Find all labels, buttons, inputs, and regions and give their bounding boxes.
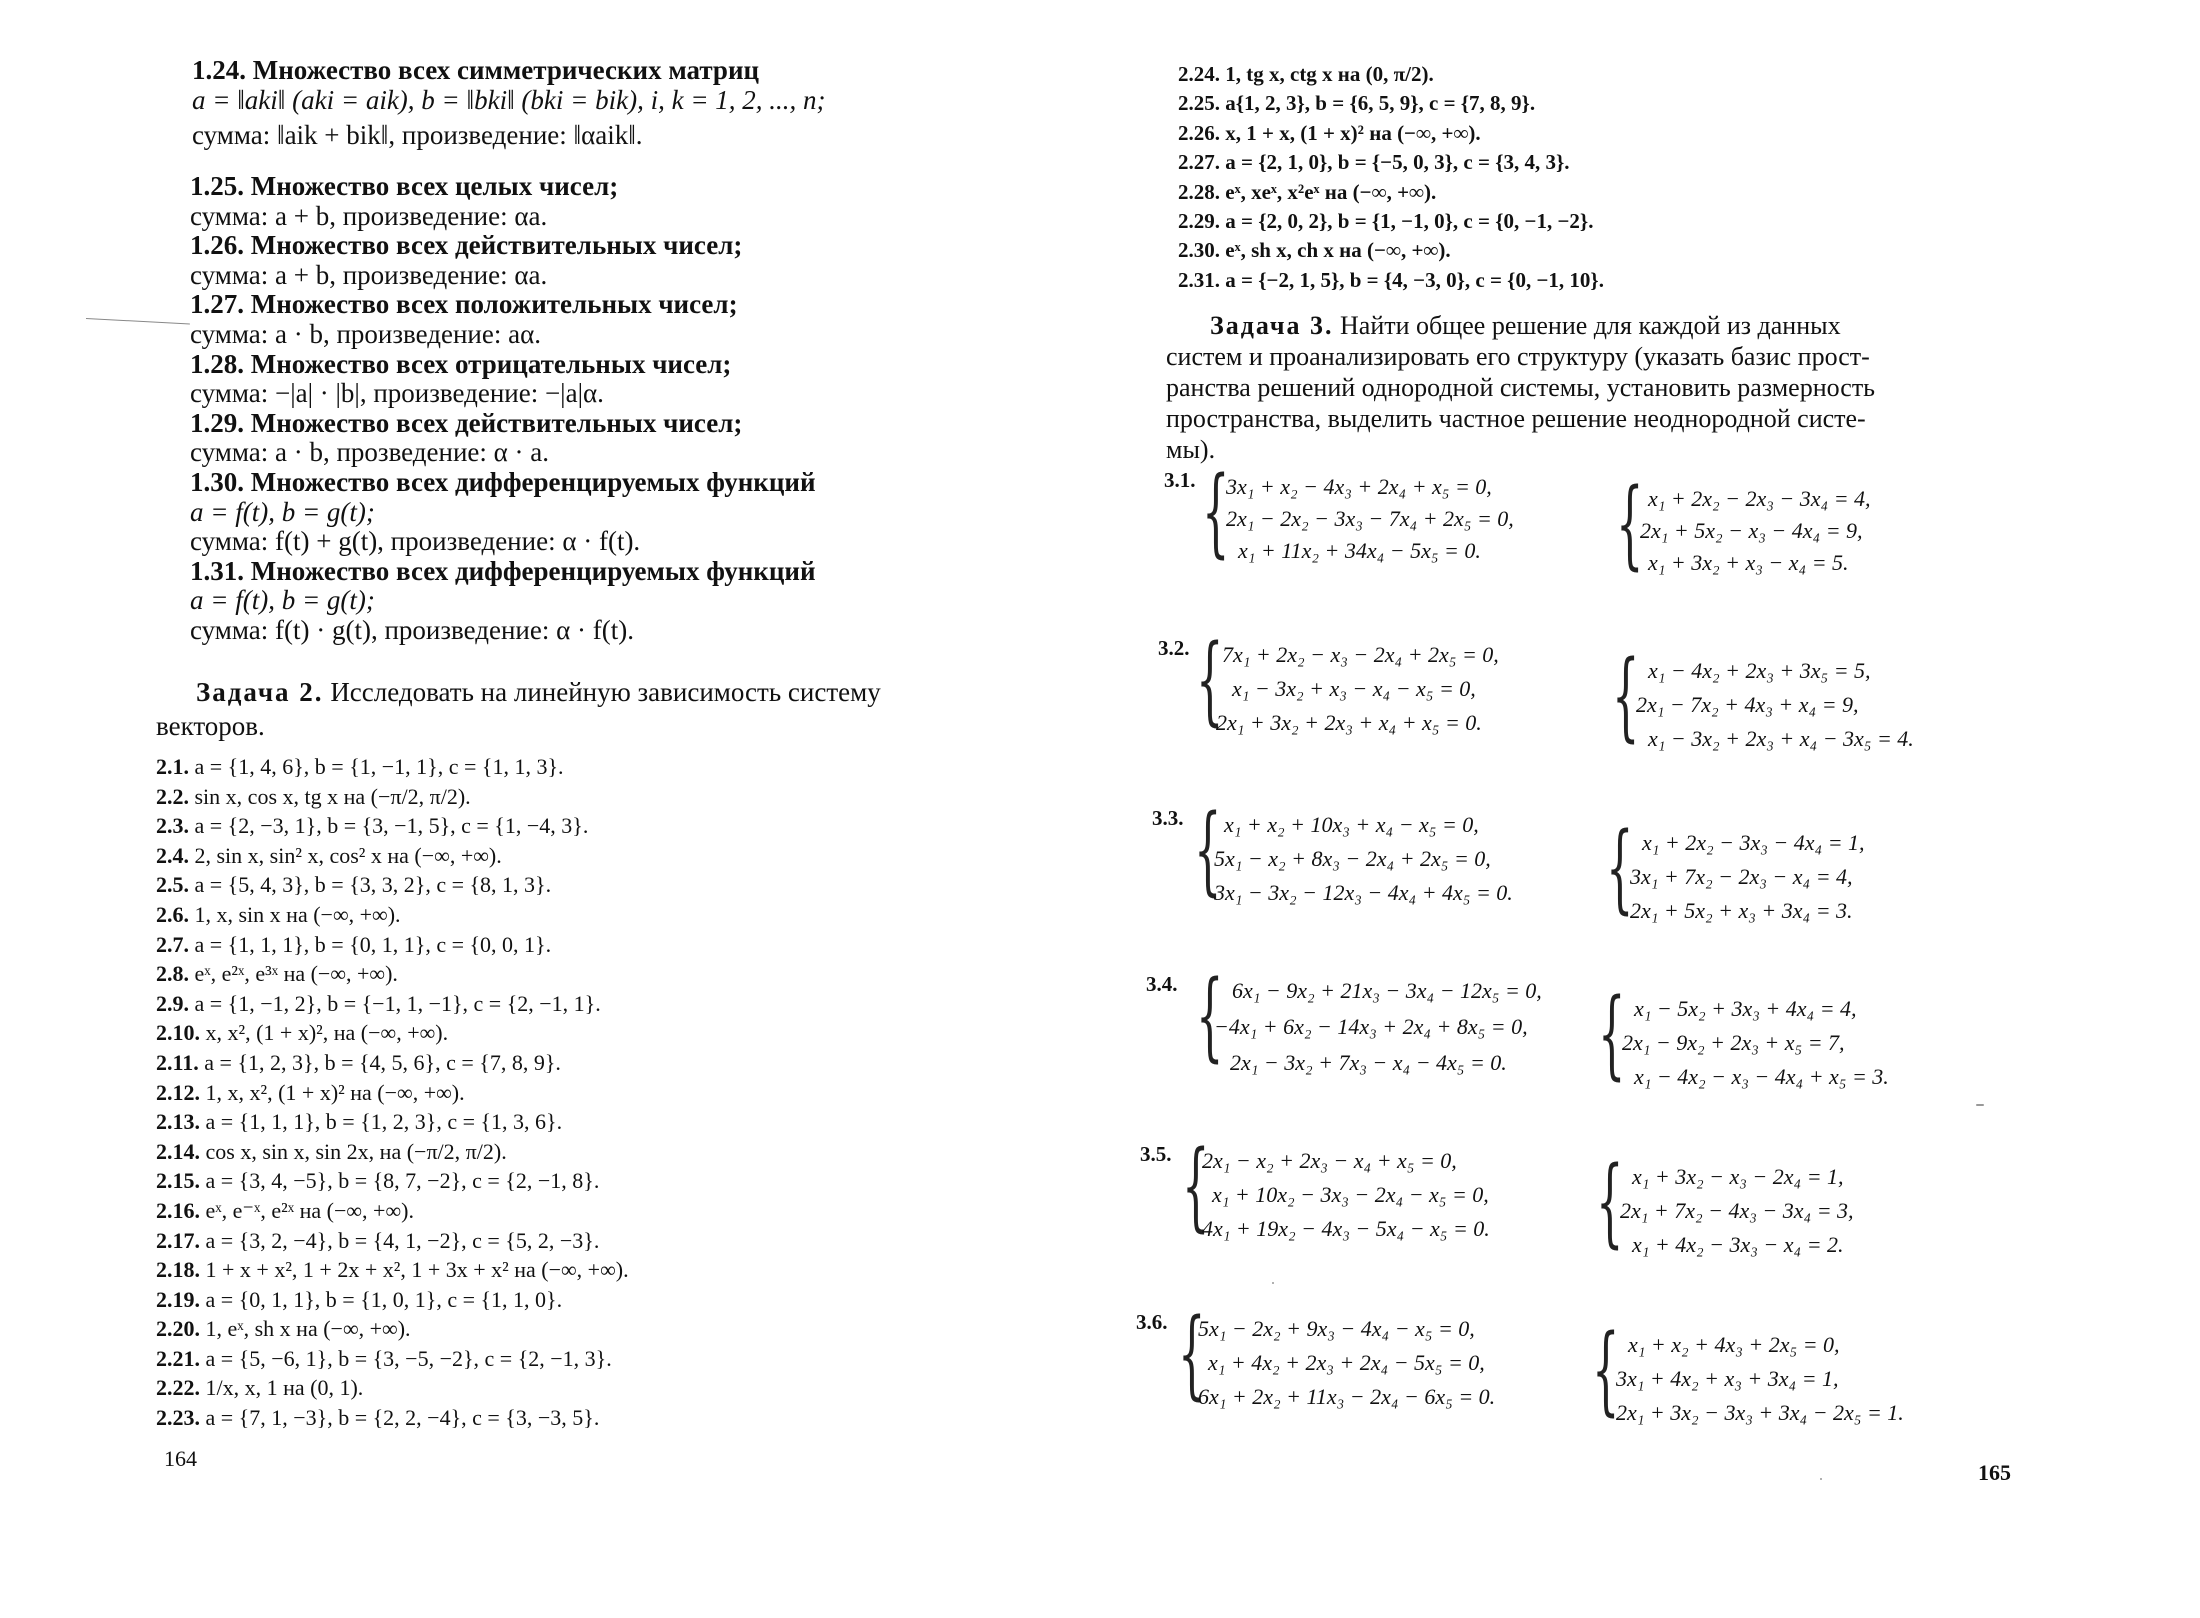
item-1-29-title: 1.29. Множество всех действительных чисел; (190, 407, 743, 438)
page-number-right: 165 (1978, 1460, 2011, 1485)
list-item: 2.6. 1, x, sin x на (−∞, +∞). (156, 901, 401, 927)
brace-icon: { (1596, 1146, 1624, 1258)
item-1-27-ops: сумма: a · b, произведение: aα. (190, 318, 541, 349)
task-3-heading (1166, 310, 2146, 465)
list-item: 2.17. a = {3, 2, −4}, b = {4, 1, −2}, c = {5, 2, −3}. (156, 1227, 600, 1253)
system-label: 3.4. (1146, 972, 1178, 996)
task-3-line-4: пространства, выделить частное решение неоднородной систе- (1166, 404, 1866, 433)
list-item: 2.29. a = {2, 0, 2}, b = {1, −1, 0}, c = {0, −1, −2}. (1178, 209, 1594, 234)
list-item: 2.13. a = {1, 1, 1}, b = {1, 2, 3}, c = {1, 3, 6}. (156, 1109, 563, 1135)
task-2-list (156, 752, 629, 1433)
brace-icon: { (1182, 1130, 1210, 1242)
scan-stroke (86, 318, 190, 324)
item-1-30-ops: сумма: f(t) + g(t), произведение: α · f(t). (190, 526, 641, 557)
item-1-25-title: 1.25. Множество всех целых чисел; (190, 171, 619, 201)
item-1-24-title: 1.24. Множество всех симметрических матриц (192, 55, 760, 85)
list-item: 2.4. 2, sin x, sin² x, cos² x на (−∞, +∞). (156, 842, 502, 868)
system-label: 3.5. (1140, 1142, 1172, 1166)
item-1-28-ops: сумма: −|a| · |b|, произведение: −|a|α. (190, 378, 604, 409)
list-item: 2.16. eˣ, e⁻ˣ, e²ˣ на (−∞, +∞). (156, 1197, 414, 1223)
list-item: 2.26. x, 1 + x, (1 + x)² на (−∞, +∞). (1178, 120, 1481, 145)
item-1-26-title: 1.26. Множество всех действительных чисел; (190, 230, 743, 261)
item-1-24 (192, 56, 826, 151)
task-2-title: Задача 2. (196, 677, 324, 707)
brace-icon: { (1616, 468, 1644, 580)
item-1-24-operations: сумма: ‖aik + bik‖, произведение: ‖αaik‖. (192, 120, 643, 150)
brace-icon: { (1612, 640, 1640, 752)
list-item: 2.23. a = {7, 1, −3}, b = {2, 2, −4}, c = {3, −3, 5}. (156, 1405, 600, 1431)
task-3-line-2: систем и проанализировать его структуру (указать базис прост- (1166, 342, 1870, 371)
item-1-24-matrices: a = ‖aki‖ (aki = aik), b = ‖bki‖ (bki = bik), i, k = 1, 2, ..., n; (192, 84, 826, 115)
scan-speck (1272, 1282, 1274, 1284)
item-1-25-ops: сумма: a + b, произведение: αa. (190, 200, 548, 231)
brace-icon: { (1598, 978, 1626, 1090)
task-2-heading-cont (156, 710, 265, 743)
task-3-line-1: Задача 3. Найти общее решение для каждой из данных (1210, 311, 1841, 340)
right-page: 2.24. 1, tg x, ctg x на (0, π/2). 2.25. a{1, 2, 3}, b = {6, 5, 9}, c = {7, 8, 9}. 2.26. x, 1 + x, (1 + x)² на (−∞, +∞). 2.27. a = {2, 1, 0}, b = {−5, 0, 3}, c = {3, 4, 3}. 2.28. eˣ, xeˣ, x²eˣ на (−∞, +∞). 2.29. a = {2, 0, 2}, b = {1, −1, 0}, c = {0, −1, −2}. 2.30. eˣ, sh x, ch x на (−∞, +∞). 2.31. a = {−2, 1, 5}, b = {4, −3, 0}, c = {0, −1, 10}. Задача 3. Найти общее решение для каждой из данных систем и проанализировать его структуру (указать базис прост- ранства решений однородной системы, установить размерность пространства, выделить частное решение неоднородной систе- мы). 3.1. { 3x₁ + x₂ − 4x₃ + 2x₄ + x₅ = 0, 2x₁ − 2x₂ − 3x₃ − 7x₄ + 2x₅ = 0, x₁ + 11x₂ + 34x₄ − 5x₅ = 0. { x₁ + 2x₂ − 2x₃ − 3x₄ = 4, 2x₁ + 5x₂ − x₃ − 4x₄ = 9, x₁ + 3x₂ + x₃ − x₄ = 5. 3.2. { 7x₁ + 2x₂ − x₃ − 2x₄ + 2x₅ = 0, x₁ − 3x₂ + x₃ − x₄ − x₅ = 0, 2x₁ + 3x₂ + 2x₃ + x₄ + x₅ = 0. { x₁ − 4x₂ + 2x₃ + 3x₅ = 5, 2x₁ − 7x₂ + 4x₃ + x₄ = 9, x₁ − 3x₂ + 2x₃ + x₄ − 3x₅ = 4. 3.3. { x₁ + x₂ + 10x₃ + x₄ − x₅ = 0, 5x₁ − x₂ + 8x₃ − 2x₄ + 2x₅ = 0, 3x₁ − 3x₂ − 12x₃ − 4x₄ + 4x₅ = 0. { x₁ + 2x₂ − 3x₃ − 4x₄ = 1, 3x₁ + 7x₂ − 2x₃ − x₄ = 4, 2x₁ + 5x₂ + x₃ + 3x₄ = 3. 3.4. { 6x₁ − 9x₂ + 21x₃ − 3x₄ − 12x₅ = 0, −4x₁ + 6x₂ − 14x₃ + 2x₄ + 8x₅ = 0, 2x₁ − 3x₂ + 7x₃ − x₄ − 4x₅ = 0. { x₁ − 5x₂ + 3x₃ + 4x₄ = 4, 2x₁ − 9x₂ + 2x₃ + x₅ = 7, x₁ − 4x₂ − x₃ − 4x₄ + x₅ = 3. 3.5. { 2x₁ − x₂ + 2x₃ − x₄ + x₅ = 0, x₁ + 10x₂ − 3x₃ − 2x₄ − x₅ = 0, 4x₁ + 19x₂ − 4x₃ − 5x₄ − x₅ = 0. { x₁ + 3x₂ − x₃ − 2x₄ = 1, 2x₁ + 7x₂ − 4x₃ − 3x₄ = 3, x₁ + 4x₂ − 3x₃ − x₄ = 2. 3.6. { 5x₁ − 2x₂ + 9x₃ − 4x₄ − x₅ = 0, x₁ + 4x₂ + 2x₃ + 2x₄ − 5x₅ = 0, 6x₁ + 2x₂ + 11x₃ − 2x₄ − 6x₅ = 0. { x₁ + x₂ + 4x₃ + 2x₅ = 0, 3x₁ + 4x₂ + x₃ + 3x₄ = 1, 2x₁ + 3x₂ − 3x₃ + 3x₄ − 2x₅ = 1. 165 (1100, 0, 2200, 1618)
item-1-30-functions: a = f(t), b = g(t); (190, 496, 375, 527)
list-item: 2.21. a = {5, −6, 1}, b = {3, −5, −2}, c = {2, −1, 3}. (156, 1345, 612, 1371)
brace-icon: { (1178, 1298, 1206, 1410)
system-label: 3.6. (1136, 1310, 1168, 1334)
task-2-heading (196, 676, 1036, 709)
task-2-list-cont (1178, 60, 1604, 295)
list-item: 2.15. a = {3, 4, −5}, b = {8, 7, −2}, c = {2, −1, 8}. (156, 1168, 600, 1194)
item-1-26-ops: сумма: a + b, произведение: αa. (190, 259, 548, 290)
list-item: 2.2. sin x, cos x, tg x на (−π/2, π/2). (156, 783, 471, 809)
list-item: 2.11. a = {1, 2, 3}, b = {4, 5, 6}, c = {7, 8, 9}. (156, 1049, 561, 1075)
item-1-27-title: 1.27. Множество всех положительных чисел; (190, 289, 738, 320)
list-item: 2.12. 1, x, x², (1 + x)² на (−∞, +∞). (156, 1079, 465, 1105)
task-2-text-2: векторов. (156, 711, 265, 741)
list-item: 2.18. 1 + x + x², 1 + 2x + x², 1 + 3x + x² на (−∞, +∞). (156, 1257, 629, 1283)
list-item: 2.25. a{1, 2, 3}, b = {6, 5, 9}, c = {7, 8, 9}. (1178, 91, 1536, 116)
item-1-31-title: 1.31. Множество всех дифференцируемых функций (190, 555, 816, 586)
scan-speck (1976, 1104, 1984, 1106)
brace-icon: { (1194, 794, 1222, 906)
brace-icon: { (1592, 1314, 1620, 1426)
list-item: 2.24. 1, tg x, ctg x на (0, π/2). (1178, 62, 1434, 86)
task-3-title: Задача 3. (1210, 311, 1334, 340)
list-item: 2.7. a = {1, 1, 1}, b = {0, 1, 1}, c = {0, 0, 1}. (156, 931, 552, 957)
item-1-31-functions: a = f(t), b = g(t); (190, 585, 375, 616)
brace-icon: { (1196, 960, 1224, 1072)
item-1-29-ops: сумма: a · b, прозведение: α · a. (190, 437, 550, 468)
brace-icon: { (1606, 812, 1634, 924)
list-item: 2.27. a = {2, 1, 0}, b = {−5, 0, 3}, c = {3, 4, 3}. (1178, 150, 1570, 175)
list-item: 2.1. a = {1, 4, 6}, b = {1, −1, 1}, c = {1, 1, 3}. (156, 754, 564, 779)
brace-icon: { (1196, 624, 1224, 736)
list-item: 2.31. a = {−2, 1, 5}, b = {4, −3, 0}, c = {0, −1, 10}. (1178, 267, 1604, 292)
system-label: 3.1. (1164, 468, 1196, 492)
system-label: 3.3. (1152, 806, 1184, 830)
list-item: 2.19. a = {0, 1, 1}, b = {1, 0, 1}, c = {1, 1, 0}. (156, 1286, 563, 1312)
item-1-30-title: 1.30. Множество всех дифференцируемых функций (190, 466, 816, 497)
scan-speck (1820, 1478, 1822, 1480)
item-1-28-title: 1.28. Множество всех отрицательных чисел; (190, 348, 732, 379)
list-item: 2.28. eˣ, xeˣ, x²eˣ на (−∞, +∞). (1178, 179, 1437, 204)
task-3-line-3: ранства решений однородной системы, установить размерность (1166, 373, 1876, 402)
list-item: 2.22. 1/x, x, 1 на (0, 1). (156, 1375, 364, 1401)
brace-icon: { (1202, 456, 1230, 568)
list-item: 2.9. a = {1, −1, 2}, b = {−1, 1, −1}, c = {2, −1, 1}. (156, 990, 601, 1016)
list-item: 2.3. a = {2, −3, 1}, b = {3, −1, 5}, c = {1, −4, 3}. (156, 813, 589, 839)
task-3-line-5: мы). (1166, 435, 1216, 464)
items-1-25-1-31 (190, 172, 816, 646)
list-item: 2.8. eˣ, e²ˣ, e³ˣ на (−∞, +∞). (156, 961, 398, 987)
list-item: 2.30. eˣ, sh x, ch x на (−∞, +∞). (1178, 238, 1451, 263)
list-item: 2.10. x, x², (1 + x)², на (−∞, +∞). (156, 1020, 449, 1046)
item-1-31-ops: сумма: f(t) · g(t), произведение: α · f(t). (190, 614, 634, 645)
page-number-left: 164 (164, 1446, 197, 1471)
list-item: 2.14. cos x, sin x, sin 2x, на (−π/2, π/2). (156, 1138, 507, 1164)
list-item: 2.20. 1, eˣ, sh x на (−∞, +∞). (156, 1316, 411, 1342)
list-item: 2.5. a = {5, 4, 3}, b = {3, 3, 2}, c = {8, 1, 3}. (156, 872, 552, 898)
task-2-text-1: Исследовать на линейную зависимость систему (330, 677, 881, 707)
system-label: 3.2. (1158, 636, 1190, 660)
